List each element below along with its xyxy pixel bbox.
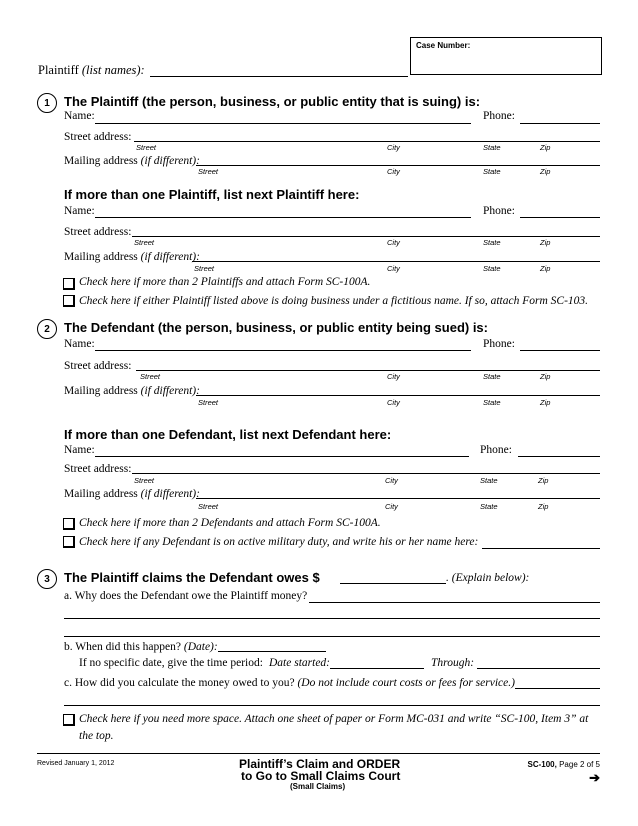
question-b-text bbox=[64, 641, 218, 653]
state-sublabel: State bbox=[480, 502, 498, 511]
zip-sublabel: Zip bbox=[540, 372, 551, 381]
more-defendants-text: Check here if more than 2 Defendants and attach Form SC-100A. bbox=[79, 517, 381, 529]
footer-title-line3: (Small Claims) bbox=[290, 782, 346, 791]
section-2-heading: The Defendant (the person, business, or public entity being sued) is: bbox=[64, 320, 488, 335]
plaintiff-list-field[interactable] bbox=[150, 76, 408, 77]
more-plaintiff-heading: If more than one Plaintiff, list next Plaintiff here: bbox=[64, 187, 360, 202]
mailing-address-label bbox=[64, 155, 200, 167]
state-sublabel: State bbox=[483, 167, 501, 176]
more-plaintiffs-text: Check here if more than 2 Plaintiffs and attach Form SC-100A. bbox=[79, 276, 371, 288]
street-address-label: Street address: bbox=[64, 131, 132, 143]
plaintiff2-street-field[interactable] bbox=[132, 236, 600, 237]
city-sublabel: City bbox=[385, 476, 398, 485]
claim-amount-field[interactable] bbox=[340, 583, 446, 584]
question-c-note: (Do not include court costs or fees for service.) bbox=[297, 677, 515, 689]
plaintiff2-name-field[interactable] bbox=[95, 217, 471, 218]
defendant1-phone-field[interactable] bbox=[520, 350, 600, 351]
fictitious-name-checkbox[interactable] bbox=[63, 295, 75, 307]
question-b-label: b. When did this happen? bbox=[64, 641, 181, 653]
plaintiff1-phone-field[interactable] bbox=[520, 123, 600, 124]
page-number: Page 2 of 5 bbox=[559, 760, 600, 769]
phone-label: Phone: bbox=[483, 205, 515, 217]
street-sublabel: Street bbox=[136, 143, 157, 152]
state-sublabel: State bbox=[483, 372, 501, 381]
plaintiff-list-label bbox=[38, 63, 145, 78]
reason-field-line-1[interactable] bbox=[309, 602, 600, 603]
plaintiff1-name-field[interactable] bbox=[95, 123, 471, 124]
form-page-id bbox=[527, 760, 600, 769]
state-sublabel: State bbox=[483, 143, 501, 152]
if-different-text: (if different): bbox=[140, 251, 200, 263]
city-sublabel: City bbox=[387, 398, 400, 407]
more-space-text: Check here if you need more space. Attach one sheet of paper or Form MC-031 and write “SC-100, Item 3” at bbox=[79, 713, 589, 725]
if-different-text: (if different): bbox=[140, 385, 200, 397]
mailing-address-label bbox=[64, 488, 200, 500]
military-duty-text: Check here if any Defendant is on active military duty, and write his or her name here: bbox=[79, 536, 479, 548]
zip-sublabel: Zip bbox=[538, 476, 549, 485]
name-label: Name: bbox=[64, 110, 95, 122]
more-defendants-checkbox[interactable] bbox=[63, 518, 75, 530]
footer-rule bbox=[37, 753, 600, 754]
state-sublabel: State bbox=[483, 238, 501, 247]
section-1-number: 1 bbox=[37, 93, 57, 113]
date-started-label: Date started: bbox=[269, 657, 331, 669]
through-field[interactable] bbox=[477, 668, 600, 669]
section-1-heading: The Plaintiff (the person, business, or public entity that is suing) is: bbox=[64, 94, 481, 109]
city-sublabel: City bbox=[387, 167, 400, 176]
plaintiff1-street-field[interactable] bbox=[134, 141, 600, 142]
state-sublabel: State bbox=[483, 264, 501, 273]
more-space-text-cont: the top. bbox=[79, 730, 114, 742]
plaintiff-list-text: Plaintiff bbox=[38, 63, 79, 77]
military-name-field[interactable] bbox=[482, 548, 600, 549]
military-duty-checkbox[interactable] bbox=[63, 536, 75, 548]
name-label: Name: bbox=[64, 444, 95, 456]
more-space-checkbox[interactable] bbox=[63, 714, 75, 726]
section-3-heading: The Plaintiff claims the Defendant owes $ bbox=[64, 570, 320, 585]
mailing-address-text: Mailing address bbox=[64, 488, 138, 500]
reason-field-line-2[interactable] bbox=[64, 618, 600, 619]
defendant2-street-field[interactable] bbox=[132, 473, 600, 474]
street-sublabel: Street bbox=[140, 372, 161, 381]
defendant1-name-field[interactable] bbox=[95, 350, 471, 351]
city-sublabel: City bbox=[387, 264, 400, 273]
mailing-address-text: Mailing address bbox=[64, 251, 138, 263]
phone-label: Phone: bbox=[480, 444, 512, 456]
footer-title-line1: Plaintiff’s Claim and ORDER bbox=[239, 757, 401, 771]
name-label: Name: bbox=[64, 205, 95, 217]
section-2-number: 2 bbox=[37, 319, 57, 339]
street-address-label: Street address: bbox=[64, 226, 132, 238]
phone-label: Phone: bbox=[483, 110, 515, 122]
mailing-address-label bbox=[64, 251, 200, 263]
state-sublabel: State bbox=[483, 398, 501, 407]
defendant1-street-field[interactable] bbox=[136, 370, 600, 371]
defendant1-mailing-field[interactable] bbox=[196, 395, 600, 396]
street-sublabel: Street bbox=[198, 502, 219, 511]
question-c-text bbox=[64, 677, 515, 689]
zip-sublabel: Zip bbox=[540, 238, 551, 247]
zip-sublabel: Zip bbox=[540, 398, 551, 407]
plaintiff-list-hint: (list names): bbox=[81, 63, 145, 77]
question-a-text: a. Why does the Defendant owe the Plaintiff money? bbox=[64, 590, 308, 602]
through-label: Through: bbox=[431, 657, 475, 669]
city-sublabel: City bbox=[387, 143, 400, 152]
mailing-address-text: Mailing address bbox=[64, 155, 138, 167]
case-number-label: Case Number: bbox=[416, 41, 471, 50]
name-label: Name: bbox=[64, 338, 95, 350]
section-3-number: 3 bbox=[37, 569, 57, 589]
footer-title-line2: to Go to Small Claims Court bbox=[241, 769, 401, 783]
reason-field-line-3[interactable] bbox=[64, 636, 600, 637]
city-sublabel: City bbox=[387, 372, 400, 381]
street-sublabel: Street bbox=[198, 167, 219, 176]
next-page-arrow-icon: ➔ bbox=[589, 770, 600, 785]
explain-below-text: . (Explain below): bbox=[446, 572, 530, 584]
plaintiff2-phone-field[interactable] bbox=[520, 217, 600, 218]
time-period-text: If no specific date, give the time period: bbox=[79, 657, 263, 669]
question-c-label: c. How did you calculate the money owed to you? bbox=[64, 677, 295, 689]
state-sublabel: State bbox=[480, 476, 498, 485]
city-sublabel: City bbox=[387, 238, 400, 247]
if-different-text: (if different): bbox=[140, 155, 200, 167]
zip-sublabel: Zip bbox=[540, 167, 551, 176]
city-sublabel: City bbox=[385, 502, 398, 511]
date-started-field[interactable] bbox=[330, 668, 424, 669]
plaintiff2-mailing-field[interactable] bbox=[192, 261, 600, 262]
zip-sublabel: Zip bbox=[540, 143, 551, 152]
more-plaintiffs-checkbox[interactable] bbox=[63, 278, 75, 290]
calculation-field-line-1[interactable] bbox=[515, 688, 600, 689]
defendant2-name-field[interactable] bbox=[95, 456, 469, 457]
more-defendant-heading: If more than one Defendant, list next Defendant here: bbox=[64, 427, 392, 442]
mailing-address-text: Mailing address bbox=[64, 385, 138, 397]
claim-date-field[interactable] bbox=[218, 651, 326, 652]
street-sublabel: Street bbox=[198, 398, 219, 407]
form-id: SC-100, bbox=[527, 760, 557, 769]
mailing-address-label bbox=[64, 385, 200, 397]
question-b-date-label: (Date): bbox=[183, 641, 218, 653]
calculation-field-line-2[interactable] bbox=[64, 705, 600, 706]
if-different-text: (if different): bbox=[140, 488, 200, 500]
street-sublabel: Street bbox=[134, 238, 155, 247]
street-address-label: Street address: bbox=[64, 360, 132, 372]
fictitious-name-text: Check here if either Plaintiff listed above is doing business under a fictitious name. If so, attach Form SC-103. bbox=[79, 295, 589, 307]
zip-sublabel: Zip bbox=[540, 264, 551, 273]
phone-label: Phone: bbox=[483, 338, 515, 350]
street-sublabel: Street bbox=[134, 476, 155, 485]
defendant2-phone-field[interactable] bbox=[518, 456, 600, 457]
street-address-label: Street address: bbox=[64, 463, 132, 475]
defendant2-mailing-field[interactable] bbox=[196, 498, 600, 499]
zip-sublabel: Zip bbox=[538, 502, 549, 511]
street-sublabel: Street bbox=[194, 264, 215, 273]
plaintiff1-mailing-field[interactable] bbox=[196, 165, 600, 166]
revised-date: Revised January 1, 2012 bbox=[37, 760, 115, 767]
